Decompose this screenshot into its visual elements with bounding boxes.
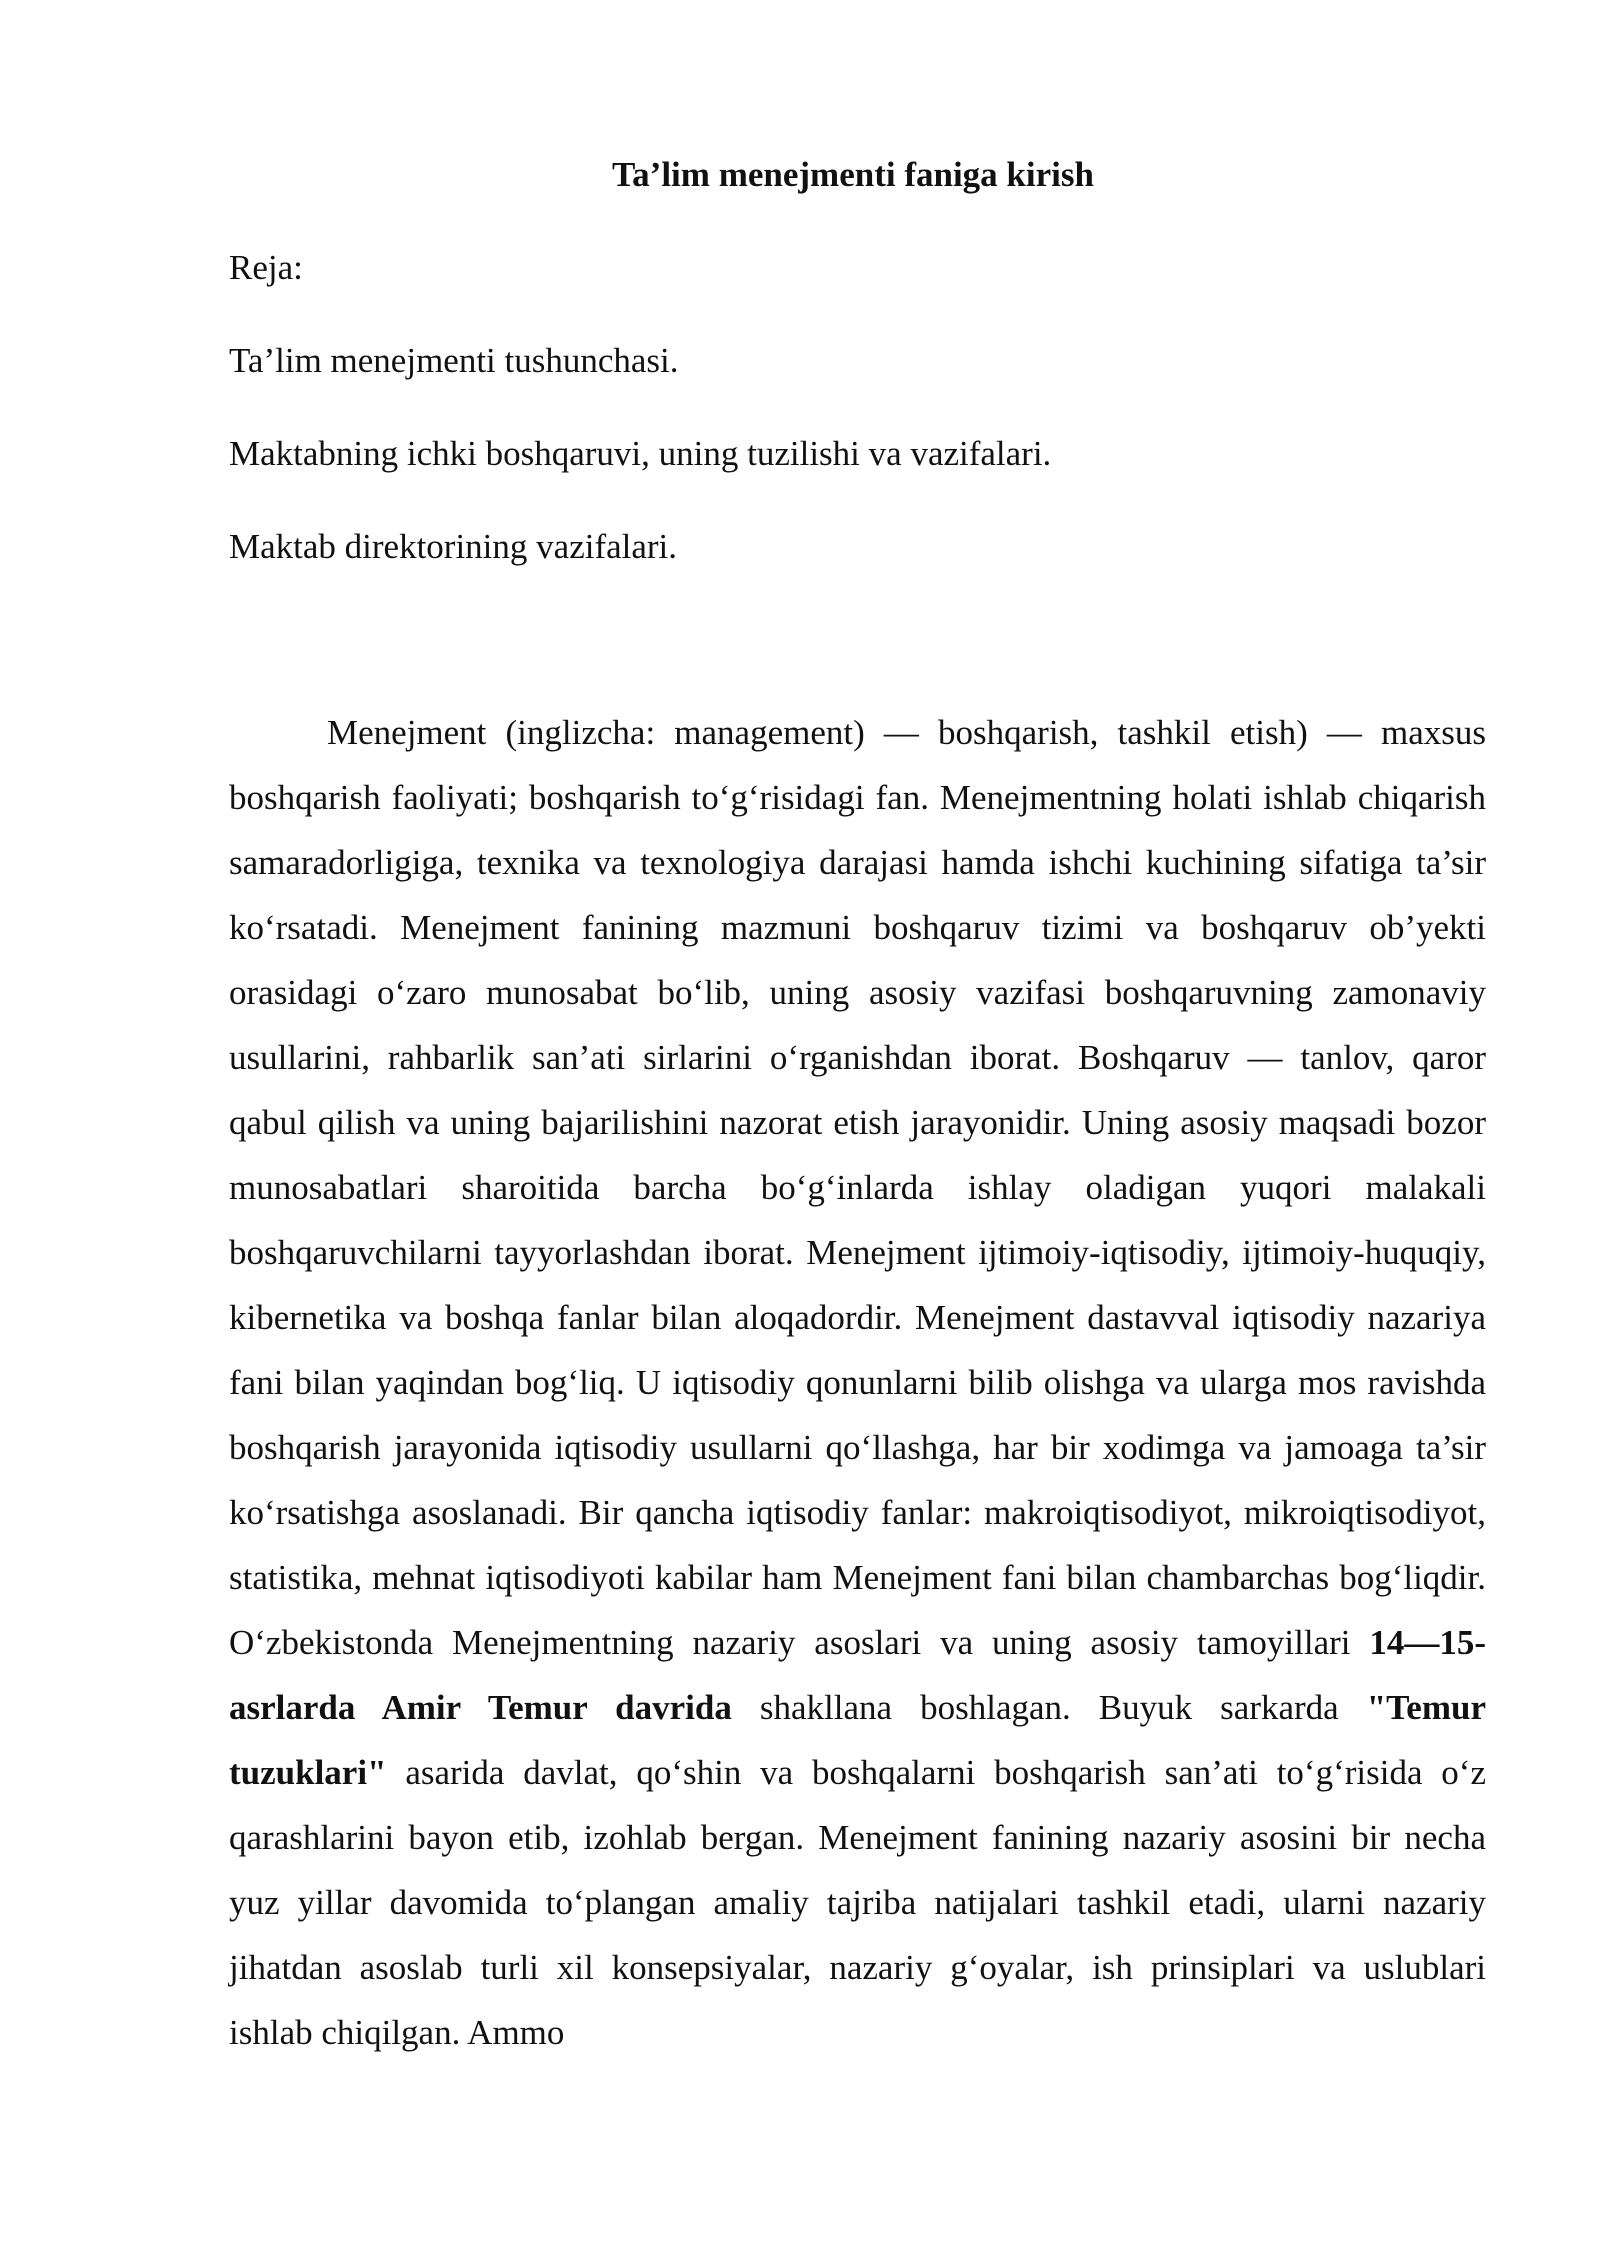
paragraph-bold-era: 14—15-asrlarda Amir Temur davrida: [229, 1623, 1486, 1727]
paragraph-text-part-1: Menejment (inglizcha: management) — boshqarish, tashkil etish) — maxsus boshqarish faoliyati; boshqarish to‘g‘risidagi fan. Menejmentning holati ishlab chiqarish samaradorligiga, texnika va texnologiya darajasi hamda ishchi kuchining sifatiga ta’sir ko‘rsatadi. Menejment fanining mazmuni boshqaruv tizimi va boshqaruv ob’yekti orasidagi o‘zaro munosabat bo‘lib, uning asosiy vazifasi boshqaruvning zamonaviy usullarini, rahbarlik san’ati sirlarini o‘rganishdan iborat. Boshqaruv — tanlov, qaror qabul qilish va uning bajarilishini nazorat etish jarayonidir. Uning asosiy maqsadi bozor munosabatlari sharoitida barcha bo‘g‘inlarda ishlay oladigan yuqori malakali boshqaruvchilarni tayyorlashdan iborat. Menejment ijtimoiy-iqtisodiy, ijtimoiy-huquqiy, kibernetika va boshqa fanlar bilan aloqadordir. Menejment dastavval iqtisodiy nazariya fani bilan yaqindan bog‘liq. U iqtisodiy qonunlarni bilib olishga va ularga mos ravishda boshqarish jarayonida iqtisodiy usullarni qo‘llashga, har bir xodimga va jamoaga ta’sir ko‘rsatishga asoslanadi. Bir qancha iqtisodiy fanlar: makroiqtisodiyot, mikroiqtisodiyot, statistika, mehnat iqtisodiyoti kabilar ham Menejment fani bilan chambarchas bog‘liqdir. O‘zbekistonda Menejmentning nazariy asoslari va uning asosiy tamoyillari: [229, 713, 1486, 1662]
paragraph-text-part-2: shakllana boshlagan. Buyuk sarkarda: [731, 1688, 1367, 1727]
paragraph-text-part-3: asarida davlat, qo‘shin va boshqalarni boshqarish san’ati to‘g‘risida o‘z qarashlarini bayon etib, izohlab bergan. Menejment fanining nazariy asosini bir necha yuz yillar davomida to‘plangan amaliy tajriba natijalari tashkil etadi, ularni nazariy jihatdan asoslab turli xil konsepsiyalar, nazariy g‘oyalar, ish prinsiplari va uslublari ishlab chiqilgan. Ammo: [229, 1753, 1486, 2052]
plan-item-2: Maktabning ichki boshqaruvi, uning tuzilishi va vazifalari.: [229, 434, 1052, 473]
plan-item-3: Maktab direktorining vazifalari.: [229, 527, 678, 566]
document-title: Ta’lim menejmenti faniga kirish: [612, 155, 1094, 194]
paragraph-bold-book-title: "Temur tuzuklari": [229, 1688, 1486, 1792]
body-paragraph: [229, 700, 1486, 2065]
plan-heading: Reja:: [229, 248, 303, 287]
plan-section: [229, 243, 1489, 615]
plan-item-1: Ta’lim menejmenti tushunchasi.: [229, 341, 679, 380]
